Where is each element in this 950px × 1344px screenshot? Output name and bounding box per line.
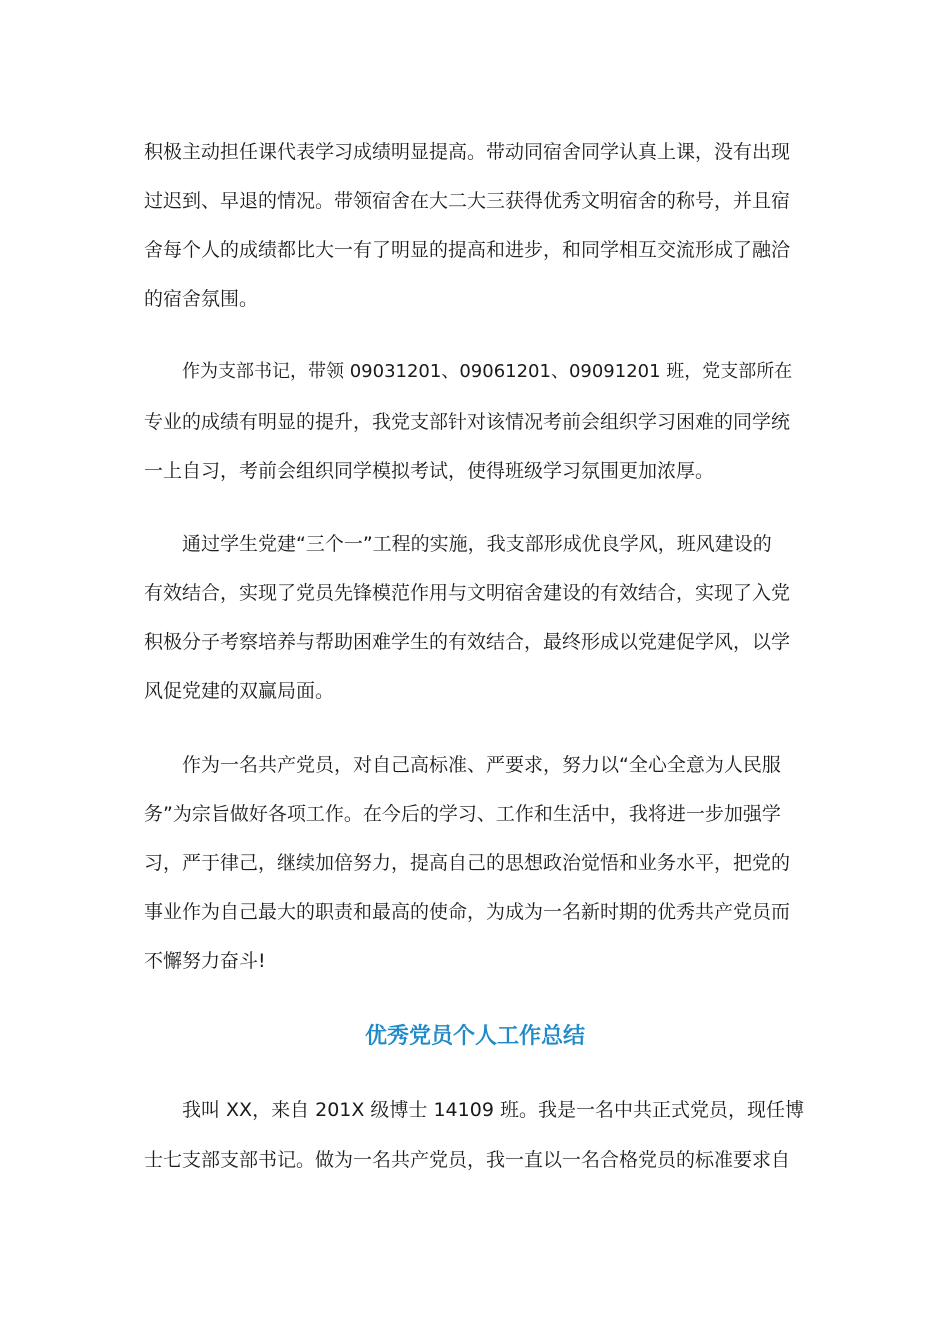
- paragraph-3-line-1: 通过学生党建“三个一”工程的实施，我支部形成优良学风，班风建设的: [182, 533, 772, 555]
- paragraph-4-line-2: 务”为宗旨做好各项工作。在今后的学习、工作和生活中，我将进一步加强学: [144, 803, 781, 825]
- paragraph-3-line-3: 积极分子考察培养与帮助困难学生的有效结合，最终形成以党建促学风，以学: [144, 631, 791, 653]
- section-heading: 优秀党员个人工作总结: [364, 1024, 585, 1049]
- paragraph-1-line-3: 舍每个人的成绩都比大一有了明显的提高和进步，和同学相互交流形成了融洽: [144, 239, 791, 261]
- paragraph-4-line-5: 不懈努力奋斗!: [144, 950, 266, 972]
- paragraph-3-line-2: 有效结合，实现了党员先锋模范作用与文明宿舍建设的有效结合，实现了入党: [144, 582, 791, 604]
- paragraph-4-line-4: 事业作为自己最大的职责和最高的使命，为成为一名新时期的优秀共产党员而: [144, 901, 791, 923]
- paragraph-5-line-2: 士七支部支部书记。做为一名共产党员，我一直以一名合格党员的标准要求自: [144, 1149, 791, 1171]
- paragraph-2-line-1: 作为支部书记，带领 09031201、09061201、09091201 班，党支部所在: [182, 361, 793, 382]
- paragraph-1-line-2: 过迟到、早退的情况。带领宿舍在大二大三获得优秀文明宿舍的称号，并且宿: [144, 190, 791, 212]
- paragraph-4-line-1: 作为一名共产党员，对自己高标准、严要求，努力以“全心全意为人民服: [182, 754, 781, 776]
- paragraph-4-line-3: 习，严于律己，继续加倍努力，提高自己的思想政治觉悟和业务水平，把党的: [144, 852, 791, 874]
- paragraph-2-line-3: 一上自习，考前会组织同学模拟考试，使得班级学习氛围更加浓厚。: [144, 460, 715, 482]
- paragraph-5-line-1: 我叫 XX，来自 201X 级博士 14109 班。我是一名中共正式党员，现任博: [182, 1099, 804, 1121]
- paragraph-1-line-1: 积极主动担任课代表学习成绩明显提高。带动同宿舍同学认真上课，没有出现: [144, 141, 791, 163]
- paragraph-1-line-4: 的宿舍氛围。: [144, 288, 259, 310]
- paragraph-3-line-4: 风促党建的双赢局面。: [144, 680, 335, 702]
- paragraph-2-line-2: 专业的成绩有明显的提升，我党支部针对该情况考前会组织学习困难的同学统: [144, 411, 791, 433]
